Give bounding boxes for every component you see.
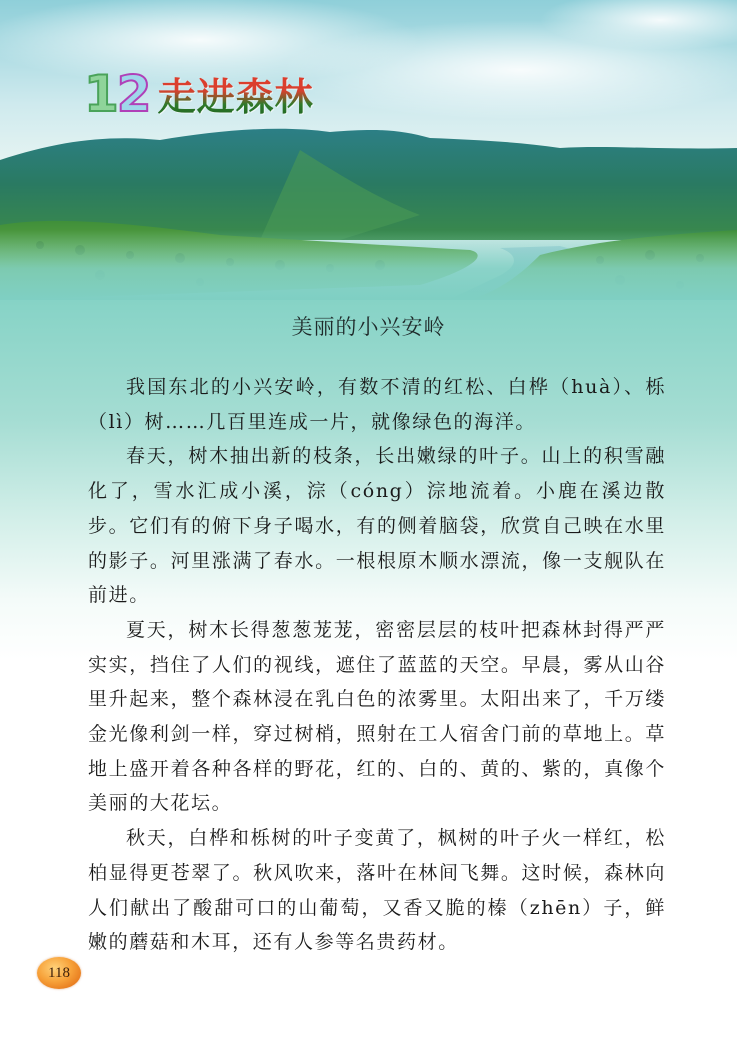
page-number: 118 xyxy=(48,964,70,981)
section-title: 美丽的小兴安岭 xyxy=(291,315,446,339)
paragraph-autumn: 秋天，白桦和栎树的叶子变黄了，枫树的叶子火一样红，松柏显得更苍翠了。秋风吹来，落叶在林间飞舞。这时候，森林向人们献出了酸甜可口的山葡萄，又香又脆的榛（zhēn）子，鲜嫩的蘑菇和木耳，还有人参等名贵药材。 xyxy=(88,827,666,954)
lesson-number xyxy=(84,64,150,123)
lesson-heading xyxy=(84,66,314,121)
forest-landscape-illustration xyxy=(0,0,737,300)
paragraph-summer: 夏天，树木长得葱葱茏茏，密密层层的枝叶把森林封得严严实实，挡住了人们的视线，遮住了蓝蓝的天空。早晨，雾从山谷里升起来，整个森林浸在乳白色的浓雾里。太阳出来了，千万缕金光像利剑一样，穿过树梢，照射在工人宿舍门前的草地上。草地上盛开着各种各样的野花，红的、白的、黄的、紫的，真像个美丽的大花坛。 xyxy=(88,618,666,815)
paragraph-spring: 春天，树木抽出新的枝条，长出嫩绿的叶子。山上的积雪融化了，雪水汇成小溪，淙（cóng）淙地流着。小鹿在溪边散步。它们有的俯下身子喝水，有的侧着脑袋，欣赏自己映在水里的影子。河里涨满了春水。一根根原木顺水漂流，像一支舰队在前进。 xyxy=(88,445,666,607)
lesson-number-digit-1: 1 xyxy=(84,64,117,123)
article-body xyxy=(88,370,666,960)
hero-forest-image xyxy=(0,0,737,300)
page-number-badge xyxy=(37,957,81,989)
lesson-title: 走进森林 xyxy=(158,66,314,121)
paragraph-intro: 我国东北的小兴安岭，有数不清的红松、白桦（huà）、栎（lì）树……几百里连成一片，就像绿色的海洋。 xyxy=(88,376,666,433)
lesson-number-digit-2: 2 xyxy=(116,64,150,123)
